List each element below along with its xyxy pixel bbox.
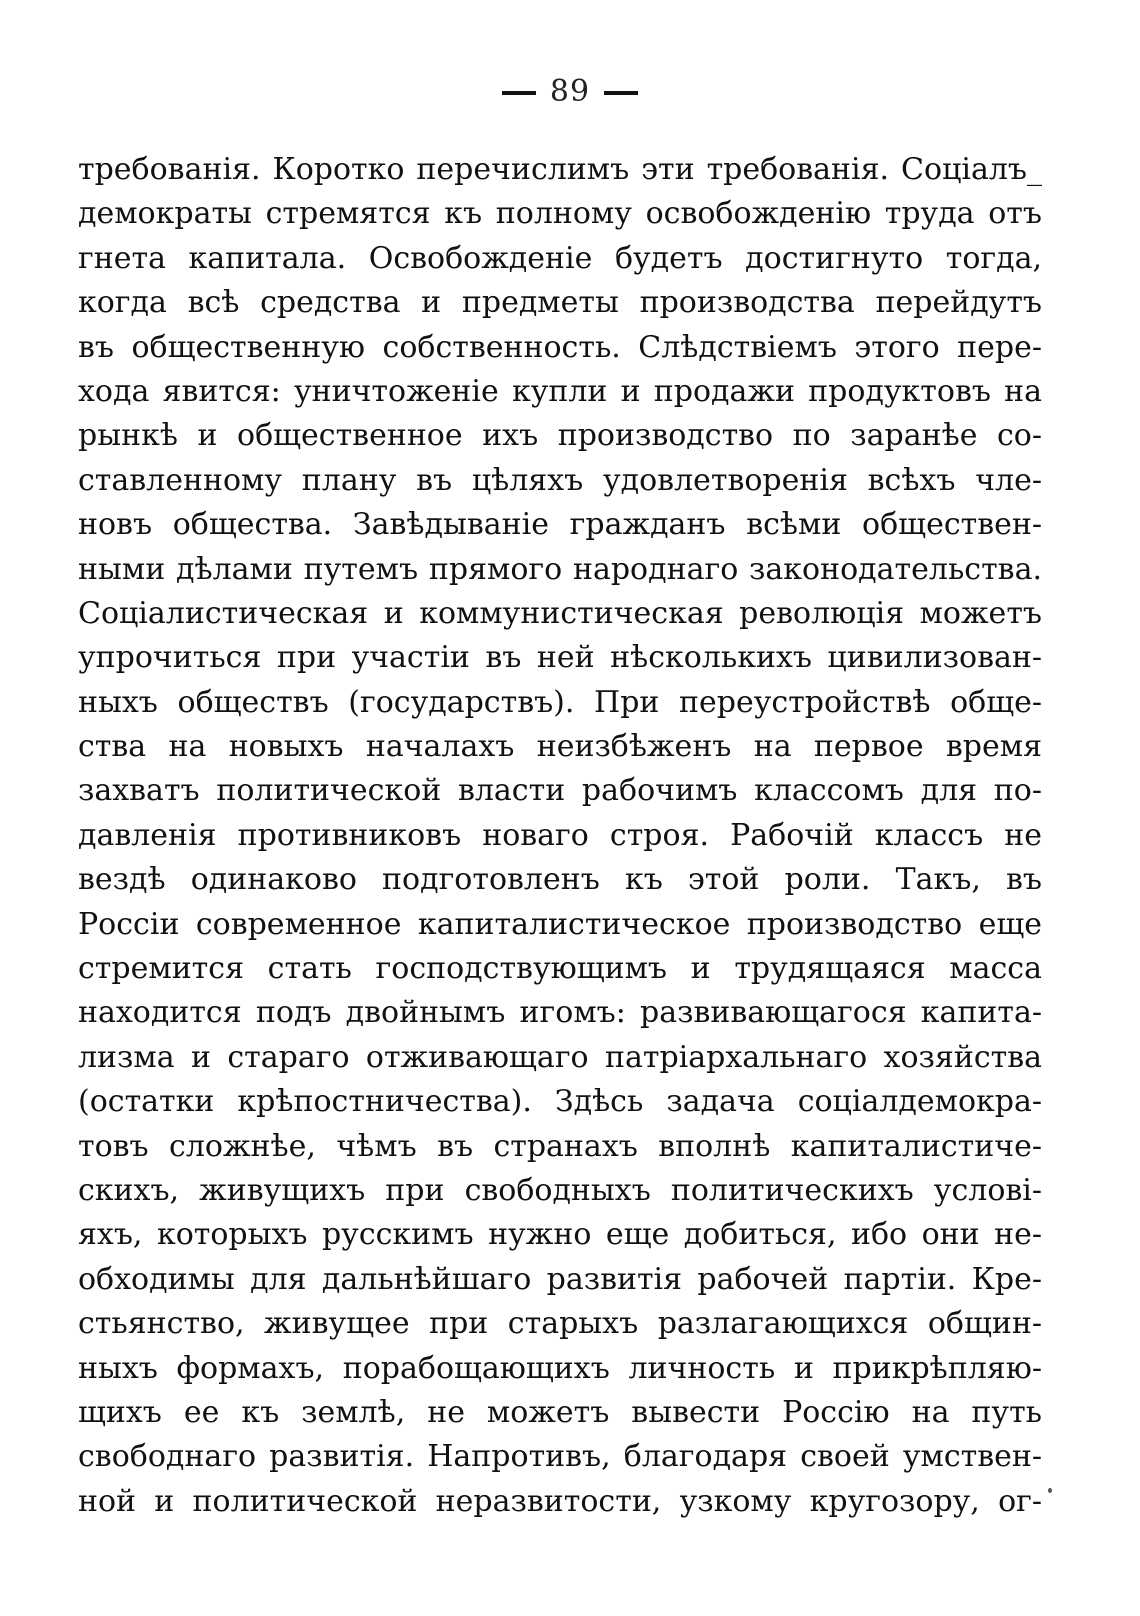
scan-speck: [1048, 1488, 1052, 1493]
text-line: Соціалистическая и коммунистическая революція можетъ: [78, 595, 1042, 631]
text-line: хода явится: уничтоженіе купли и продажи продуктовъ на: [78, 373, 1042, 409]
text-line: щихъ ее къ землѣ, не можетъ вывести Россію на путь: [78, 1394, 1042, 1430]
text-line: ныхъ обществъ (государствъ). При переустройствѣ обще-: [78, 684, 1042, 720]
body-text: [78, 148, 1042, 1524]
text-line: въ общественную собственность. Слѣдствіемъ этого пере-: [78, 329, 1042, 365]
text-line: ныхъ формахъ, порабощающихъ личность и прикрѣпляю-: [78, 1350, 1042, 1386]
text-line: ства на новыхъ началахъ неизбѣженъ на первое время: [78, 729, 1042, 765]
page-number: 89: [549, 74, 591, 109]
text-line: ной и политической неразвитости, узкому кругозору, ог-: [78, 1483, 1042, 1519]
text-line: давленія противниковъ новаго строя. Рабочій классъ не: [78, 817, 1042, 853]
text-line: товъ сложнѣе, чѣмъ въ странахъ вполнѣ капиталистиче-: [78, 1128, 1042, 1164]
text-line: гнета капитала. Освобожденіе будетъ достигнуто тогда,: [78, 240, 1042, 276]
page-number-header: [0, 74, 1140, 109]
text-line: демократы стремятся къ полному освобожденію труда отъ: [78, 196, 1042, 232]
text-line: свободнаго развитія. Напротивъ, благодаря своей умствен-: [78, 1439, 1042, 1475]
text-line: Россіи современное капиталистическое производство еще: [78, 906, 1042, 942]
text-line: яхъ, которыхъ русскимъ нужно еще добиться, ибо они не-: [78, 1217, 1042, 1253]
text-line: (остатки крѣпостничества). Здѣсь задача соціалдемокра-: [78, 1084, 1042, 1120]
text-line: ными дѣлами путемъ прямого народнаго законодательства.: [78, 551, 1042, 587]
text-line: скихъ, живущихъ при свободныхъ политическихъ услові-: [78, 1172, 1042, 1208]
text-line: стьянство, живущее при старыхъ разлагающихся общин-: [78, 1306, 1042, 1342]
text-line: находится подъ двойнымъ игомъ: развивающагося капита-: [78, 995, 1042, 1031]
text-line: лизма и стараго отживающаго патріархальнаго хозяйства: [78, 1039, 1042, 1075]
text-line: рынкѣ и общественное ихъ производство по заранѣе со-: [78, 418, 1042, 454]
text-line: ставленному плану въ цѣляхъ удовлетворенія всѣхъ чле-: [78, 462, 1042, 498]
text-line: упрочиться при участіи въ ней нѣсколькихъ цивилизован-: [78, 640, 1042, 676]
right-dash-ornament: [604, 91, 638, 95]
text-line: когда всѣ средства и предметы производства перейдутъ: [78, 285, 1042, 321]
text-line: вездѣ одинаково подготовленъ къ этой роли. Такъ, въ: [78, 862, 1042, 898]
text-line: обходимы для дальнѣйшаго развитія рабочей партіи. Кре-: [78, 1261, 1042, 1297]
text-line: захватъ политической власти рабочимъ классомъ для по-: [78, 773, 1042, 809]
text-line: требованія. Коротко перечислимъ эти требованія. Соціалъ_: [78, 152, 1042, 187]
text-line: новъ общества. Завѣдываніе гражданъ всѣми обществен-: [78, 507, 1042, 543]
left-dash-ornament: [502, 91, 536, 95]
text-line: стремится стать господствующимъ и трудящаяся масса: [78, 951, 1042, 987]
